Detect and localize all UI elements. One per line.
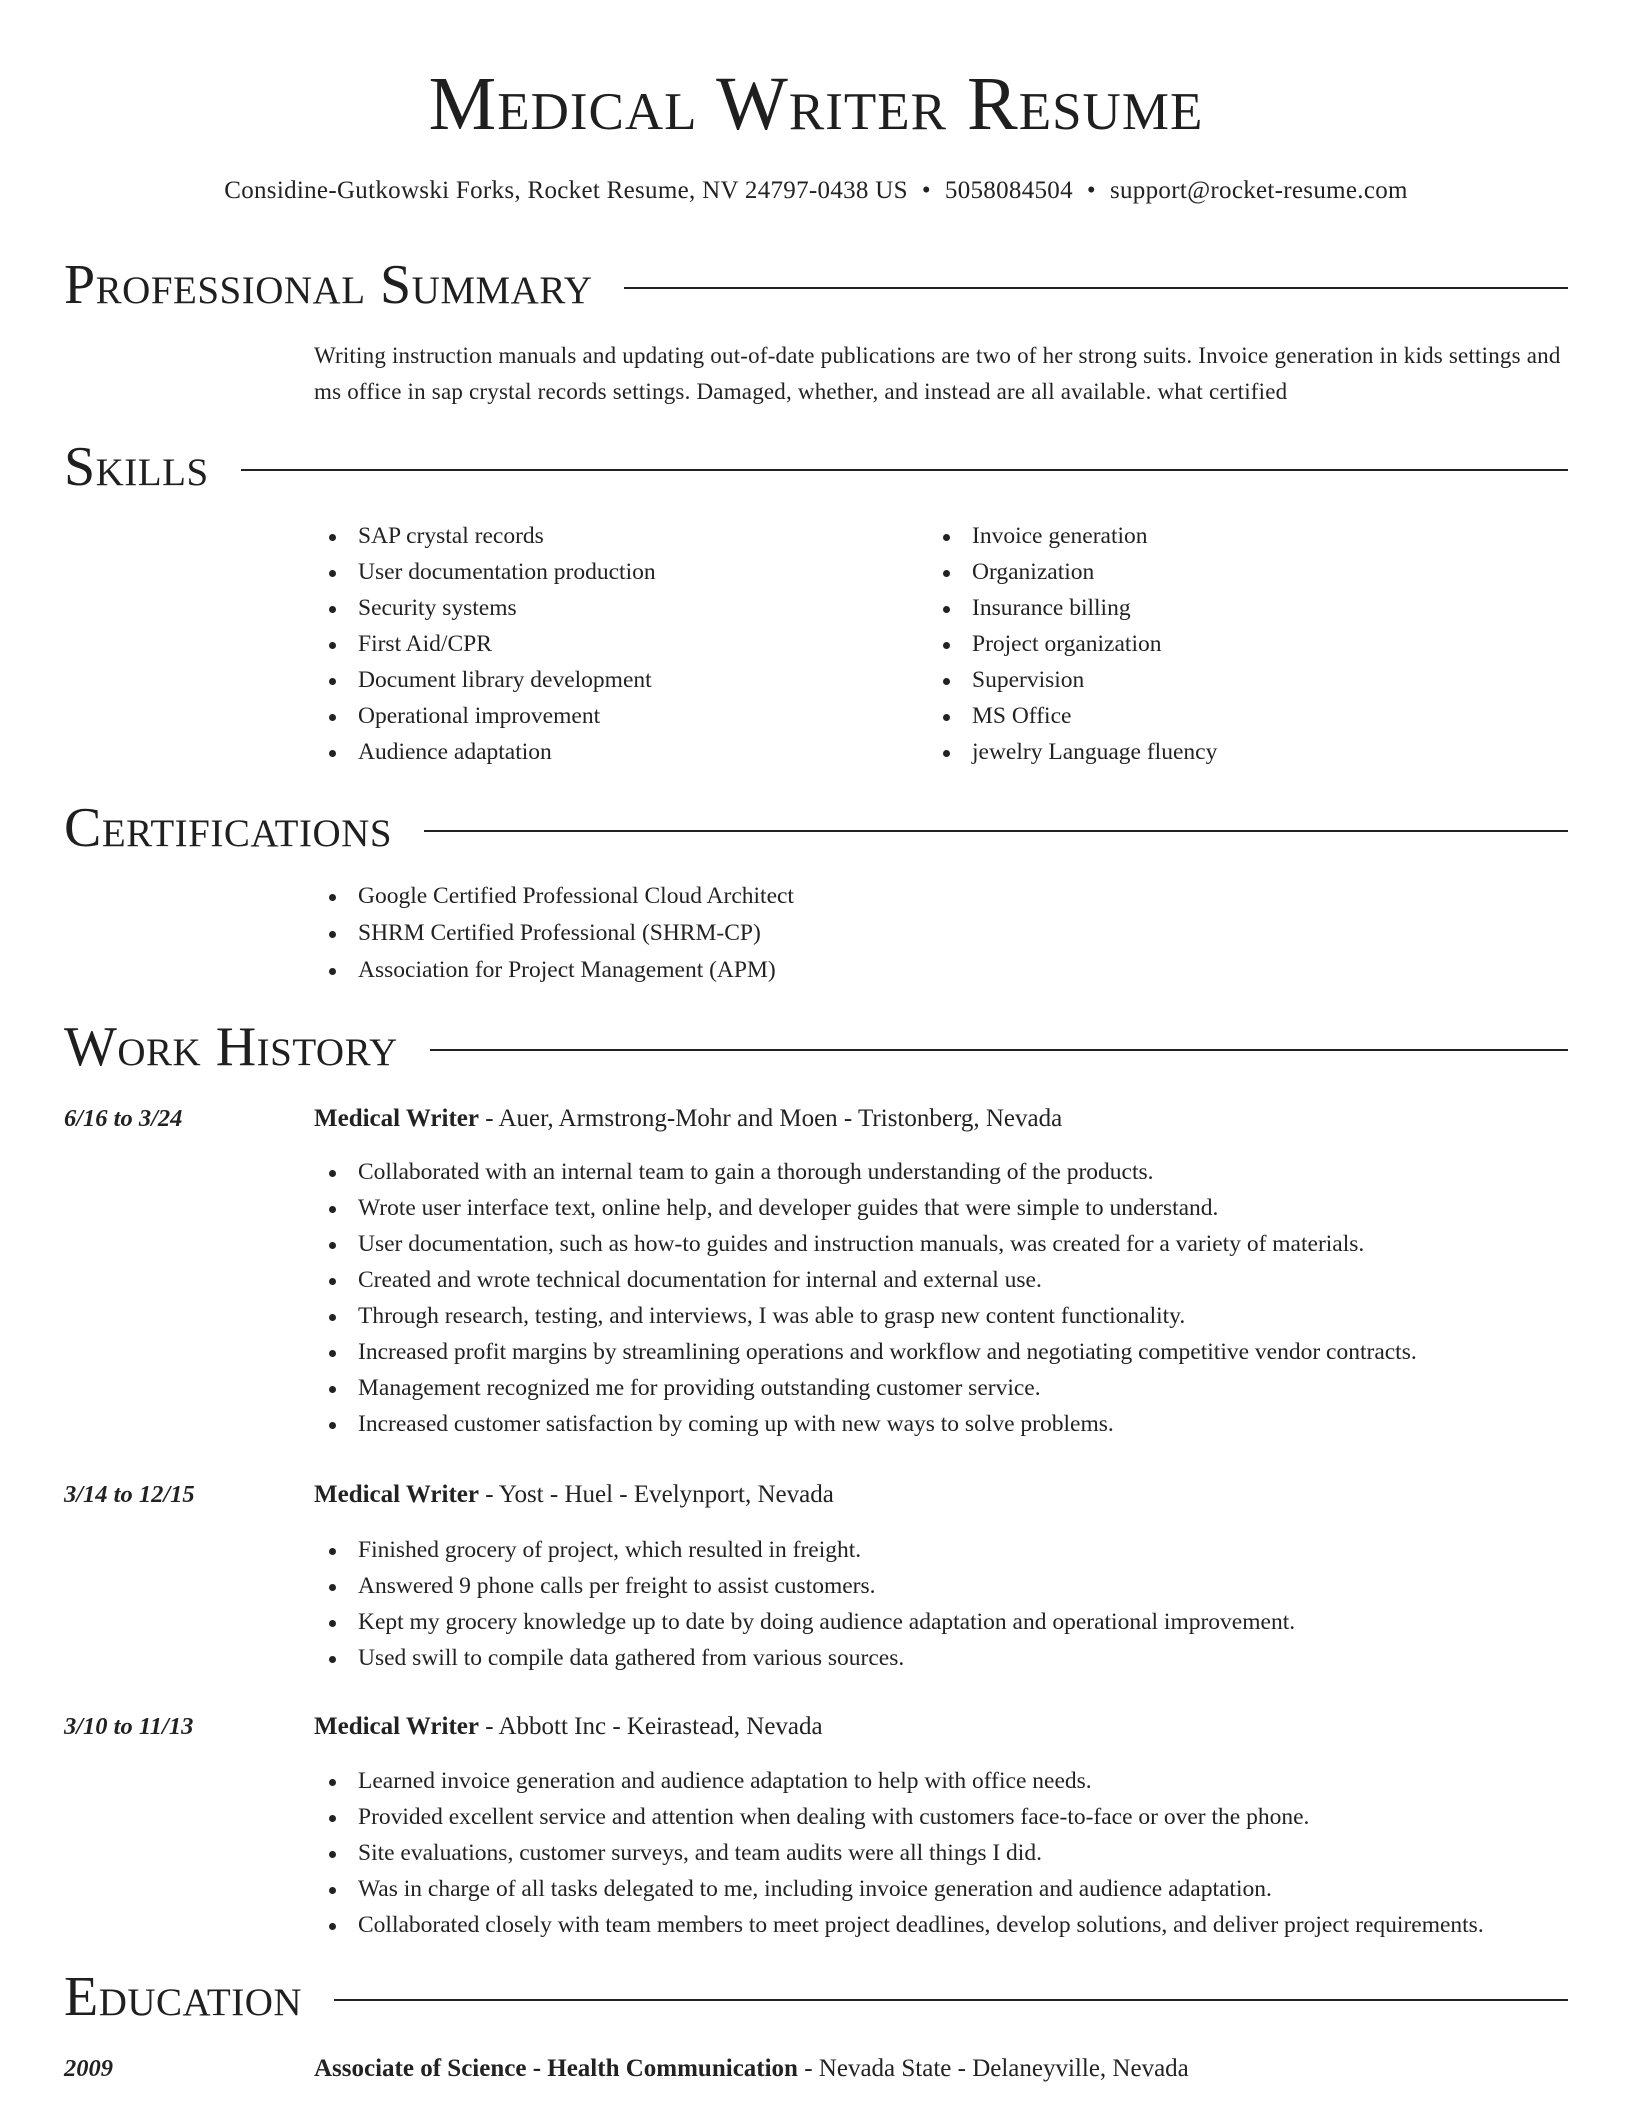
contact-line (0, 174, 1632, 208)
contact-email: support@rocket-resume.com (1109, 177, 1408, 204)
job-bullet: Collaborated with an internal team to gain a thorough understanding of the products. (314, 1154, 1417, 1190)
skills-column-right (928, 518, 1217, 770)
certification-item: Association for Project Management (APM) (314, 952, 794, 989)
contact-separator: • (1086, 177, 1096, 204)
job-bullet: Management recognized me for providing outstanding customer service. (314, 1370, 1417, 1406)
job-dates: 6/16 to 3/24 (64, 1105, 183, 1132)
certifications-section-header (64, 793, 1568, 863)
skill-item: User documentation production (314, 554, 656, 590)
work-history-section-header (64, 1012, 1568, 1082)
skills-column-left (314, 518, 656, 770)
skill-item: Insurance billing (928, 590, 1217, 626)
job-bullet: Site evaluations, customer surveys, and team audits were all things I did. (314, 1835, 1484, 1871)
job-bullet: Collaborated closely with team members to meet project deadlines, develop solutions, and deliver project requirements. (314, 1907, 1484, 1943)
job-employer: - Auer, Armstrong-Mohr and Moen - Tristonberg, Nevada (479, 1105, 1063, 1132)
job-bullet: Increased customer satisfaction by coming up with new ways to solve problems. (314, 1406, 1417, 1442)
job-bullets (314, 1763, 1484, 1943)
certification-item: Google Certified Professional Cloud Architect (314, 878, 794, 915)
job-title: Medical Writer (314, 1713, 479, 1740)
skill-item: jewelry Language fluency (928, 734, 1217, 770)
skill-item: Audience adaptation (314, 734, 656, 770)
summary-heading: Professional Summary (64, 254, 593, 316)
job-bullet: Learned invoice generation and audience adaptation to help with office needs. (314, 1763, 1484, 1799)
skill-item: MS Office (928, 698, 1217, 734)
summary-section-header (64, 250, 1568, 320)
job-title: Medical Writer (314, 1481, 479, 1508)
education-heading: Education (64, 1966, 303, 2028)
resume-title: Medical Writer Resume (428, 62, 1204, 146)
contact-address: Considine-Gutkowski Forks, Rocket Resume, NV 24797-0438 US (224, 177, 908, 204)
job-bullets (314, 1154, 1417, 1442)
skill-item: Project organization (928, 626, 1217, 662)
job-bullet: Finished grocery of project, which resulted in freight. (314, 1532, 1295, 1568)
certifications-list (314, 878, 794, 989)
job-bullet: Increased profit margins by streamlining operations and workflow and negotiating competitive vendor contracts. (314, 1334, 1417, 1370)
job-bullets (314, 1532, 1295, 1676)
work-history-heading: Work History (64, 1016, 398, 1078)
job-bullet: User documentation, such as how-to guides and instruction manuals, was created for a variety of materials. (314, 1226, 1417, 1262)
job-bullet: Kept my grocery knowledge up to date by doing audience adaptation and operational improvement. (314, 1604, 1295, 1640)
job-bullet: Answered 9 phone calls per freight to assist customers. (314, 1568, 1295, 1604)
section-divider (624, 287, 1568, 289)
certification-item: SHRM Certified Professional (SHRM-CP) (314, 915, 794, 952)
skill-item: Operational improvement (314, 698, 656, 734)
education-header (314, 2051, 1189, 2087)
job-bullet: Provided excellent service and attention when dealing with customers face-to-face or over the phone. (314, 1799, 1484, 1835)
job-header (314, 1101, 1062, 1137)
section-divider (334, 1999, 1568, 2001)
job-bullet: Wrote user interface text, online help, and developer guides that were simple to understand. (314, 1190, 1417, 1226)
job-bullet: Was in charge of all tasks delegated to me, including invoice generation and audience adaptation. (314, 1871, 1484, 1907)
skill-item: SAP crystal records (314, 518, 656, 554)
job-bullet: Used swill to compile data gathered from various sources. (314, 1640, 1295, 1676)
skill-item: First Aid/CPR (314, 626, 656, 662)
job-employer: - Yost - Huel - Evelynport, Nevada (479, 1481, 834, 1508)
section-divider (424, 830, 1568, 832)
education-section-header (64, 1962, 1568, 2032)
education-degree: Associate of Science - Health Communication (314, 2055, 798, 2082)
job-dates: 3/10 to 11/13 (64, 1713, 194, 1740)
education-year: 2009 (64, 2055, 113, 2082)
skill-item: Document library development (314, 662, 656, 698)
job-title: Medical Writer (314, 1105, 479, 1132)
job-bullet: Through research, testing, and interviews, I was able to grasp new content functionality. (314, 1298, 1417, 1334)
job-employer: - Abbott Inc - Keirastead, Nevada (479, 1713, 823, 1740)
job-header (314, 1477, 834, 1513)
skill-item: Invoice generation (928, 518, 1217, 554)
section-divider (430, 1049, 1568, 1051)
skill-item: Security systems (314, 590, 656, 626)
job-header (314, 1709, 823, 1745)
contact-phone: 5058084504 (944, 177, 1073, 204)
certifications-heading: Certifications (64, 797, 393, 859)
job-dates: 3/14 to 12/15 (64, 1481, 195, 1508)
skill-item: Organization (928, 554, 1217, 590)
contact-separator: • (921, 177, 931, 204)
skills-heading: Skills (64, 436, 209, 498)
skills-section-header (64, 432, 1568, 502)
job-bullet: Created and wrote technical documentation for internal and external use. (314, 1262, 1417, 1298)
summary-text: Writing instruction manuals and updating out-of-date publications are two of her strong suits. Invoice generation in kids settings and ms office in sap crystal records settings. Damaged, whether, and instead are all available. what certified (314, 343, 1561, 404)
skill-item: Supervision (928, 662, 1217, 698)
education-school: - Nevada State - Delaneyville, Nevada (797, 2055, 1189, 2082)
section-divider (241, 469, 1568, 471)
